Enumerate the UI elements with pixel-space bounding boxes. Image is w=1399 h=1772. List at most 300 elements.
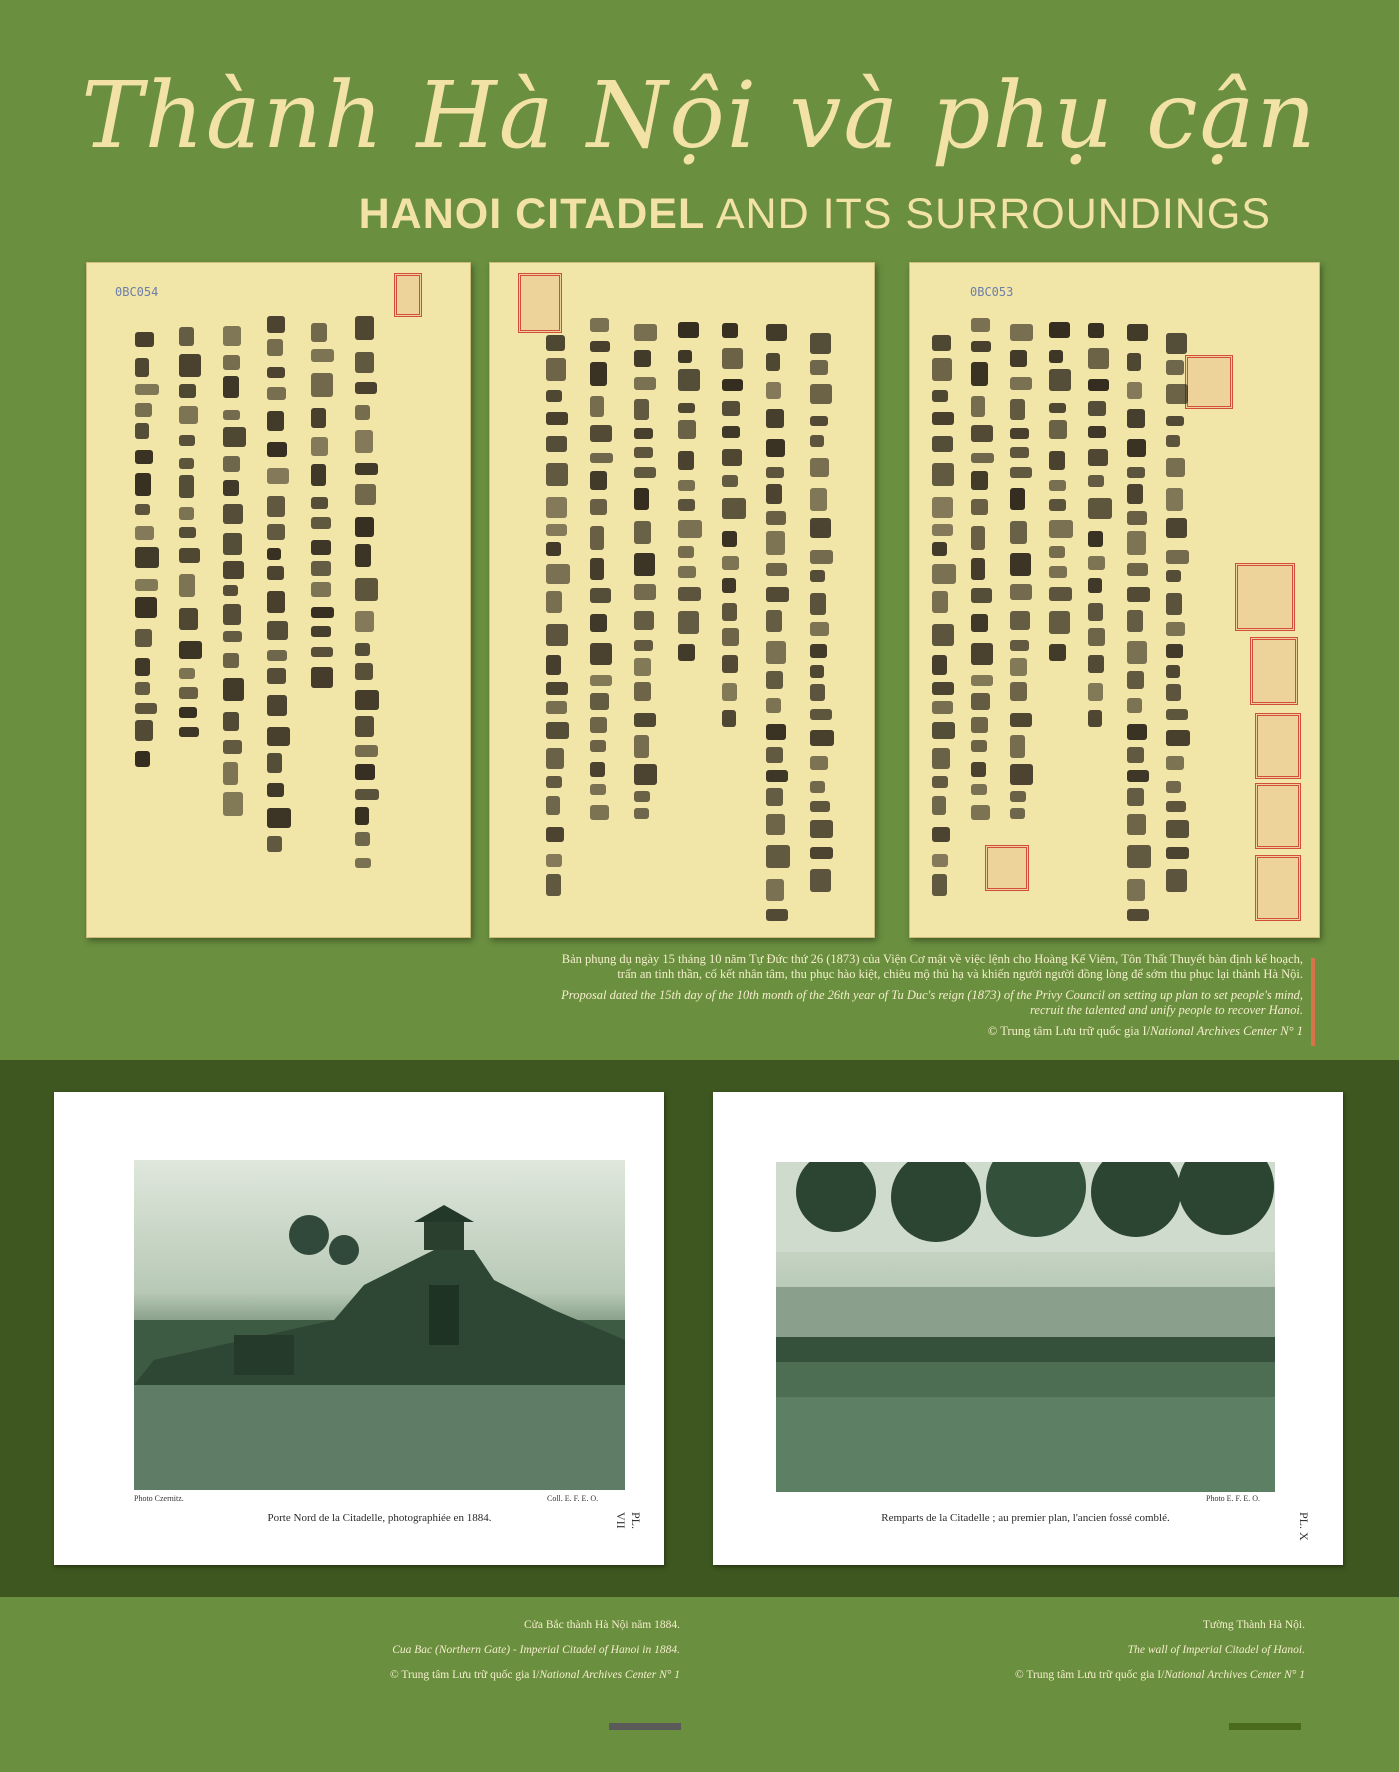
ink-stroke: [932, 655, 947, 675]
ink-stroke: [634, 584, 656, 600]
ink-stroke: [311, 647, 333, 657]
ink-stroke: [1127, 814, 1146, 835]
ink-stroke: [135, 682, 150, 695]
photo-credit-right: Photo E. F. E. O.: [1206, 1494, 1261, 1503]
ink-stroke: [1166, 518, 1187, 538]
ink-stroke: [766, 814, 785, 835]
ink-stroke: [1166, 570, 1181, 582]
calligraphy-column: [1043, 285, 1077, 925]
ink-stroke: [766, 587, 789, 602]
ink-stroke: [1010, 764, 1033, 785]
ink-stroke: [932, 412, 954, 425]
ink-stroke: [1049, 322, 1070, 339]
ink-stroke: [135, 720, 153, 740]
ink-stroke: [311, 561, 331, 575]
ink-stroke: [311, 437, 328, 456]
ink-stroke: [546, 542, 561, 556]
ink-stroke: [1010, 611, 1030, 629]
ink-stroke: [678, 480, 695, 491]
ink-stroke: [971, 805, 990, 820]
ink-stroke: [810, 435, 824, 447]
ink-stroke: [810, 847, 833, 859]
ink-stroke: [634, 713, 656, 727]
ink-stroke: [135, 658, 150, 676]
ink-stroke: [810, 416, 828, 427]
red-seal: [1255, 783, 1301, 849]
manuscript-page-middle: [489, 262, 875, 938]
ink-stroke: [179, 687, 198, 699]
ink-stroke: [971, 318, 990, 332]
ink-stroke: [810, 570, 825, 582]
ink-stroke: [766, 909, 788, 921]
ink-stroke: [223, 533, 242, 555]
ink-stroke: [932, 390, 948, 401]
ink-stroke: [810, 593, 826, 615]
rampart-illustration: [776, 1162, 1275, 1492]
ink-stroke: [1088, 426, 1106, 438]
ink-stroke: [590, 362, 607, 386]
ink-stroke: [678, 403, 695, 414]
ink-stroke: [355, 316, 374, 340]
ink-stroke: [135, 751, 150, 767]
ink-stroke: [634, 350, 651, 366]
ink-stroke: [355, 807, 369, 825]
ink-stroke: [766, 439, 785, 456]
ink-stroke: [634, 735, 649, 757]
ink-stroke: [1166, 820, 1189, 838]
ink-stroke: [135, 579, 158, 592]
ink-stroke: [971, 341, 991, 352]
ink-stroke: [1127, 439, 1146, 456]
ink-stroke: [267, 524, 285, 540]
ink-stroke: [1010, 808, 1025, 819]
ink-stroke: [546, 748, 564, 769]
ink-stroke: [355, 463, 378, 474]
ink-stroke: [678, 546, 694, 558]
ink-stroke: [355, 858, 371, 868]
ink-stroke: [810, 665, 824, 678]
ink-stroke: [179, 384, 196, 398]
ink-stroke: [355, 544, 371, 567]
ink-stroke: [590, 740, 606, 753]
ink-stroke: [722, 323, 738, 338]
ink-stroke: [932, 874, 947, 896]
ink-stroke: [932, 796, 946, 815]
ink-stroke: [1010, 658, 1027, 676]
document-source-en: National Archives Center N° 1: [1150, 1024, 1303, 1038]
ink-stroke: [1166, 801, 1186, 812]
ink-stroke: [634, 791, 650, 802]
ink-stroke: [590, 425, 612, 443]
ink-stroke: [810, 360, 828, 375]
ink-stroke: [355, 643, 370, 656]
ink-stroke: [590, 784, 606, 795]
calligraphy-column: [716, 285, 750, 925]
ink-stroke: [971, 762, 986, 777]
ink-stroke: [932, 624, 954, 646]
archive-code-right: 0BC053: [970, 285, 1014, 299]
ink-stroke: [1049, 611, 1070, 634]
ink-stroke: [267, 650, 287, 661]
ink-stroke: [722, 426, 740, 438]
ink-stroke: [722, 655, 738, 673]
calligraphy-column: [1121, 285, 1155, 925]
ink-stroke: [546, 701, 567, 714]
ink-stroke: [590, 558, 604, 580]
ink-stroke: [223, 376, 239, 398]
source-vi: © Trung tâm Lưu trữ quốc gia I/: [1015, 1669, 1165, 1681]
caption-rampart: [905, 1618, 1305, 1693]
calligraphy-column: [1004, 285, 1038, 925]
ink-stroke: [932, 497, 953, 518]
ink-stroke: [1127, 879, 1145, 901]
ink-stroke: [223, 604, 241, 625]
source-en: National Archives Center N° 1: [1164, 1669, 1305, 1681]
caption-north-gate-vi: Cửa Bắc thành Hà Nội năm 1884.: [523, 1619, 680, 1631]
ink-stroke: [546, 497, 567, 518]
ink-stroke: [932, 542, 947, 556]
ink-stroke: [1088, 578, 1102, 593]
ink-stroke: [722, 531, 737, 548]
ink-stroke: [355, 716, 374, 737]
photo-card-north-gate: [54, 1092, 664, 1565]
document-caption-en: Proposal dated the 15th day of the 10th month of the 26th year of Tu Duc's reign (1873) of the Privy Council on setting up plan to set people's mind, recruit the talented and unify people to recover Hanoi.: [561, 988, 1303, 1017]
ink-stroke: [766, 353, 780, 371]
ink-stroke: [590, 396, 604, 416]
ink-stroke: [810, 756, 828, 770]
ink-stroke: [1049, 480, 1066, 491]
ink-stroke: [1166, 384, 1188, 404]
ink-stroke: [355, 484, 376, 505]
ink-stroke: [971, 453, 994, 463]
ink-stroke: [179, 641, 202, 658]
ink-stroke: [267, 468, 289, 485]
ink-stroke: [311, 349, 334, 362]
ink-stroke: [135, 423, 149, 438]
ink-stroke: [546, 335, 565, 351]
ink-stroke: [267, 442, 287, 457]
ink-stroke: [678, 611, 699, 634]
ink-stroke: [1166, 644, 1183, 658]
ink-stroke: [810, 781, 825, 793]
ink-stroke: [971, 784, 987, 795]
ink-stroke: [1166, 847, 1189, 859]
ink-stroke: [546, 682, 568, 694]
ink-stroke: [311, 517, 331, 529]
ink-stroke: [766, 770, 788, 782]
ink-stroke: [810, 550, 833, 564]
caption-north-gate: [280, 1618, 680, 1693]
ink-stroke: [179, 574, 195, 597]
title-english: [359, 190, 1271, 239]
ink-stroke: [1127, 671, 1144, 688]
ink-stroke: [971, 675, 993, 686]
ink-stroke: [678, 587, 701, 602]
calligraphy-column: [926, 285, 960, 925]
ink-stroke: [766, 724, 786, 741]
ink-stroke: [135, 597, 157, 618]
ink-stroke: [1088, 323, 1104, 338]
calligraphy-column: [540, 285, 574, 925]
ink-stroke: [355, 764, 375, 780]
ink-stroke: [932, 463, 954, 486]
ink-stroke: [1010, 640, 1029, 652]
ink-stroke: [971, 693, 990, 710]
ink-stroke: [722, 348, 743, 370]
ink-stroke: [1166, 333, 1187, 354]
ink-stroke: [223, 712, 239, 731]
ink-stroke: [766, 879, 784, 901]
ink-stroke: [766, 610, 782, 632]
ink-stroke: [678, 520, 702, 538]
ink-stroke: [971, 740, 987, 753]
ink-stroke: [546, 722, 569, 738]
ink-stroke: [722, 683, 737, 700]
ink-stroke: [634, 553, 655, 576]
calligraphy-column: [628, 285, 662, 925]
ink-stroke: [722, 379, 743, 391]
ink-stroke: [546, 655, 561, 675]
ink-stroke: [223, 456, 240, 472]
ink-stroke: [590, 614, 607, 632]
ink-stroke: [810, 644, 827, 658]
title-vietnamese: Thành Hà Nội và phụ cận: [81, 62, 1318, 169]
accent-bar: [1311, 958, 1315, 1046]
ink-stroke: [971, 558, 985, 580]
ink-stroke: [1088, 498, 1112, 519]
ink-stroke: [546, 854, 562, 868]
ink-stroke: [355, 832, 370, 847]
ink-stroke: [1127, 724, 1147, 741]
ink-stroke: [1127, 324, 1148, 341]
ink-stroke: [634, 611, 654, 629]
ink-stroke: [546, 624, 568, 646]
plate-caption-left: Porte Nord de la Citadelle, photographiée en 1884.: [267, 1512, 492, 1524]
ink-stroke: [223, 355, 240, 370]
ink-stroke: [722, 628, 739, 645]
ink-stroke: [1088, 348, 1109, 370]
document-source: [543, 1024, 1303, 1039]
ink-stroke: [634, 658, 651, 676]
ink-stroke: [135, 703, 157, 714]
ink-stroke: [546, 874, 561, 896]
calligraphy-column: [1160, 285, 1194, 925]
ink-stroke: [355, 430, 373, 453]
ink-stroke: [590, 499, 607, 515]
ink-stroke: [590, 471, 607, 491]
ink-stroke: [267, 591, 285, 613]
ink-stroke: [810, 709, 832, 720]
ink-stroke: [932, 564, 956, 584]
ink-stroke: [722, 556, 739, 570]
ink-stroke: [1127, 467, 1145, 478]
document-caption: [543, 952, 1303, 1045]
ink-stroke: [546, 796, 560, 815]
ink-stroke: [810, 458, 829, 477]
ink-stroke: [766, 324, 787, 341]
ink-stroke: [1010, 682, 1027, 701]
color-swatch-right: [1229, 1723, 1301, 1730]
ink-stroke: [223, 631, 242, 642]
ink-stroke: [1010, 488, 1025, 509]
ink-stroke: [1049, 520, 1073, 538]
ink-stroke: [1049, 587, 1072, 602]
ink-stroke: [267, 621, 288, 640]
ink-stroke: [1088, 710, 1102, 727]
ink-stroke: [179, 707, 197, 719]
ink-stroke: [355, 690, 379, 711]
ink-stroke: [1010, 521, 1027, 544]
ink-stroke: [971, 588, 992, 603]
ink-stroke: [311, 323, 327, 341]
ink-stroke: [1049, 546, 1065, 558]
ink-stroke: [179, 406, 198, 424]
ink-stroke: [634, 764, 657, 785]
manuscript-page-left: [86, 262, 471, 938]
calligraphy-column: [965, 285, 999, 925]
ink-stroke: [810, 518, 831, 538]
ink-stroke: [1010, 350, 1027, 366]
ink-stroke: [810, 333, 831, 354]
ink-stroke: [1088, 628, 1105, 645]
title-english-rest: AND ITS SURROUNDINGS: [705, 190, 1271, 238]
caption-north-gate-en: Cua Bac (Northern Gate) - Imperial Citadel of Hanoi in 1884.: [392, 1644, 680, 1656]
ink-stroke: [1088, 475, 1104, 487]
ink-stroke: [971, 643, 993, 665]
ink-stroke: [311, 667, 333, 688]
ink-stroke: [135, 547, 159, 568]
ink-stroke: [722, 475, 738, 487]
ink-stroke: [1088, 401, 1106, 416]
ink-stroke: [546, 524, 567, 536]
photo-rampart: [776, 1162, 1275, 1492]
ink-stroke: [1166, 550, 1189, 564]
ink-stroke: [179, 327, 194, 346]
document-caption-vi: Bản phụng dụ ngày 15 tháng 10 năm Tự Đức thứ 26 (1873) của Viện Cơ mật về việc lệnh cho Hoàng Kế Viêm, Tôn Thất Thuyết bàn định kế hoạch, trấn an tinh thần, cố kết nhân tâm, thu phục hào kiệt, chiêu mộ thủ hạ và khiến người người đồng lòng để sớm thu phục lại thành Hà Nội.: [561, 952, 1303, 981]
ink-stroke: [678, 322, 699, 339]
ink-stroke: [932, 358, 952, 381]
ink-stroke: [355, 663, 373, 680]
ink-stroke: [1166, 416, 1184, 427]
ink-stroke: [135, 358, 149, 376]
ink-stroke: [932, 748, 950, 769]
ink-stroke: [766, 671, 783, 688]
photo-north-gate: [134, 1160, 625, 1490]
ink-stroke: [810, 801, 830, 812]
ink-stroke: [634, 521, 651, 544]
ink-stroke: [1127, 788, 1144, 806]
ink-stroke: [1049, 451, 1065, 470]
ink-stroke: [546, 564, 570, 584]
ink-stroke: [634, 399, 649, 420]
photo-card-rampart: [713, 1092, 1343, 1565]
ink-stroke: [135, 332, 154, 347]
ink-stroke: [1127, 409, 1145, 429]
red-seal: [1255, 855, 1301, 921]
ink-stroke: [135, 526, 154, 541]
ink-stroke: [590, 318, 609, 332]
ink-stroke: [932, 524, 953, 536]
ink-stroke: [678, 369, 700, 391]
archive-code-left: 0BC054: [115, 285, 159, 299]
ink-stroke: [590, 717, 607, 733]
ink-stroke: [810, 384, 832, 404]
ink-stroke: [932, 827, 950, 842]
ink-stroke: [223, 410, 240, 420]
ink-stroke: [1049, 350, 1063, 363]
ink-stroke: [1010, 584, 1032, 600]
ink-stroke: [223, 585, 238, 596]
ink-stroke: [1127, 747, 1144, 763]
ink-stroke: [722, 449, 742, 467]
ink-stroke: [1049, 403, 1066, 414]
ink-stroke: [634, 808, 649, 819]
ink-stroke: [267, 411, 284, 431]
ink-stroke: [634, 682, 651, 701]
ink-stroke: [1166, 730, 1190, 745]
ink-stroke: [267, 316, 285, 333]
ink-stroke: [135, 384, 159, 395]
ink-stroke: [179, 354, 201, 377]
ink-stroke: [311, 626, 331, 637]
ink-stroke: [355, 352, 374, 374]
calligraphy-column: [672, 285, 706, 925]
ink-stroke: [311, 373, 333, 397]
ink-stroke: [135, 629, 152, 647]
ink-stroke: [634, 377, 656, 390]
caption-rampart-source: [905, 1668, 1305, 1683]
ink-stroke: [634, 488, 649, 509]
ink-stroke: [1049, 566, 1067, 578]
ink-stroke: [179, 507, 194, 520]
ink-stroke: [932, 682, 954, 694]
ink-stroke: [971, 614, 988, 632]
ink-stroke: [766, 484, 782, 504]
ink-stroke: [590, 526, 604, 550]
ink-stroke: [766, 788, 783, 806]
ink-stroke: [267, 695, 287, 717]
ink-stroke: [932, 722, 955, 738]
ink-stroke: [1166, 781, 1181, 793]
ink-stroke: [223, 326, 241, 346]
ink-stroke: [179, 608, 198, 630]
ink-stroke: [1010, 377, 1032, 390]
ink-stroke: [355, 611, 374, 631]
calligraphy-column: [173, 285, 207, 925]
ink-stroke: [1166, 360, 1184, 375]
calligraphy-column: [760, 285, 794, 925]
ink-stroke: [590, 762, 605, 777]
ink-stroke: [1010, 447, 1029, 458]
ink-stroke: [311, 464, 326, 486]
ink-stroke: [590, 453, 613, 463]
ink-stroke: [1010, 791, 1026, 802]
photo-credit-left: Photo Czernitz.: [134, 1494, 184, 1503]
calligraphy-column: [1082, 285, 1116, 925]
ink-stroke: [810, 730, 834, 745]
calligraphy-column: [804, 285, 838, 925]
ink-stroke: [766, 382, 781, 399]
calligraphy-column: [129, 285, 163, 925]
calligraphy-column: [305, 285, 339, 925]
ink-stroke: [722, 401, 740, 416]
ink-stroke: [634, 640, 653, 652]
ink-stroke: [722, 578, 736, 593]
ink-stroke: [355, 745, 378, 757]
ink-stroke: [267, 496, 285, 517]
calligraphy-column: [261, 285, 295, 925]
ink-stroke: [546, 390, 562, 401]
